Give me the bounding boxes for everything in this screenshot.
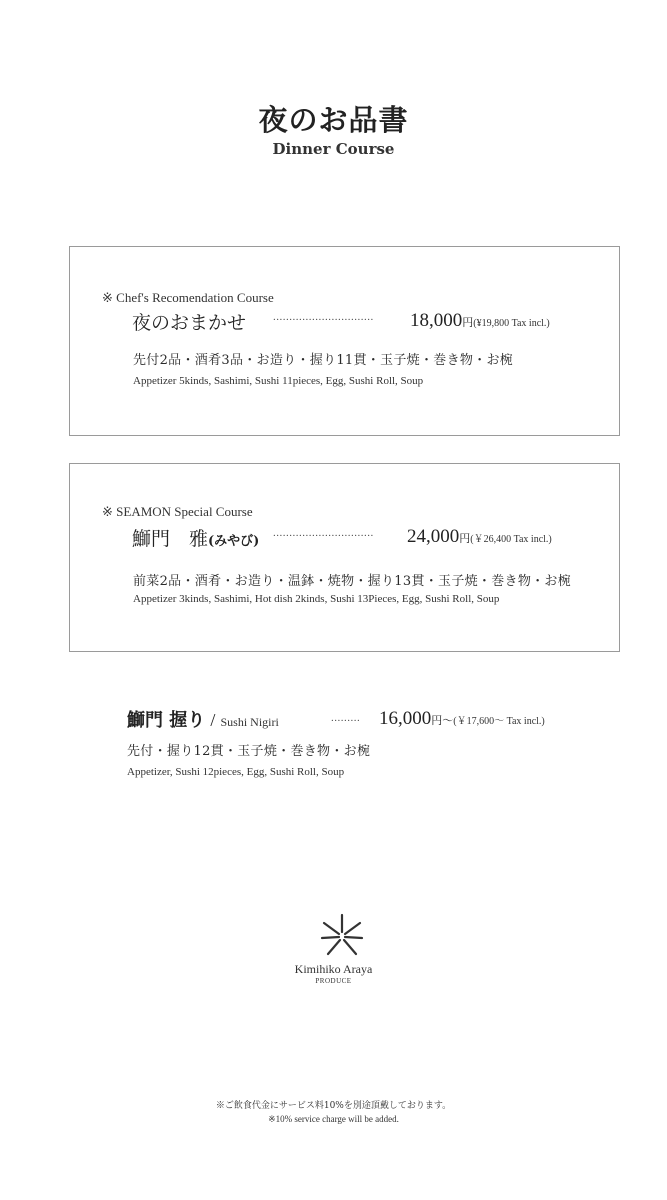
logo-produce: PRODUCE: [315, 977, 352, 985]
course-card-omakase: [69, 246, 620, 436]
leader-dots: ...............................: [273, 311, 374, 323]
page-title: 夜のお品書: [258, 103, 409, 137]
leader-dots: ...............................: [273, 527, 374, 539]
course-description-en: Appetizer 3kinds, Sashimi, Hot dish 2kinds, Sushi 13Pieces, Egg, Sushi Roll, Soup: [133, 593, 500, 605]
service-charge-note-jp: ※ご飲食代金にサービス料10%を別途頂戴しております。: [215, 1101, 452, 1111]
course-price: 24,000円(￥26,400 Tax incl.): [407, 526, 552, 547]
course-name: 鰤門 雅(みやび): [132, 528, 260, 550]
service-charge-note-en: ※10% service charge will be added.: [268, 1114, 399, 1124]
course-description-jp: 先付2品・酒肴3品・お造り・握り11貫・玉子焼・巻き物・お椀: [133, 353, 514, 368]
logo-name: Kimihiko Araya: [294, 962, 373, 976]
course-description-en: Appetizer 5kinds, Sashimi, Sushi 11pieces, Egg, Sushi Roll, Soup: [133, 375, 424, 387]
nigiri-description-jp: 先付・握り12貫・玉子焼・巻き物・お椀: [127, 744, 371, 759]
nigiri-name-en: Sushi Nigiri: [220, 715, 279, 729]
course-card-miyabi: [69, 463, 620, 652]
course-label: ※ Chef's Recomendation Course: [102, 290, 274, 305]
course-name: 夜のおまかせ: [132, 312, 247, 334]
nigiri-name: 鰤門 握り: [127, 710, 206, 731]
nigiri-heading: [127, 706, 279, 732]
course-price: 18,000円(¥19,800 Tax incl.): [410, 310, 550, 331]
nigiri-price: 16,000円～(￥17,600～ Tax incl.): [379, 708, 545, 729]
nigiri-description-en: Appetizer, Sushi 12pieces, Egg, Sushi Roll, Soup: [127, 766, 345, 778]
course-description-jp: 前菜2品・酒肴・お造り・温鉢・焼物・握り13貫・玉子焼・巻き物・お椀: [133, 574, 572, 589]
course-label: ※ SEAMON Special Course: [102, 504, 253, 519]
page-subtitle: Dinner Course: [272, 140, 395, 158]
nigiri-separator: /: [210, 710, 216, 730]
asterisk-star-icon: [318, 912, 366, 960]
leader-dots: .........: [331, 712, 361, 724]
